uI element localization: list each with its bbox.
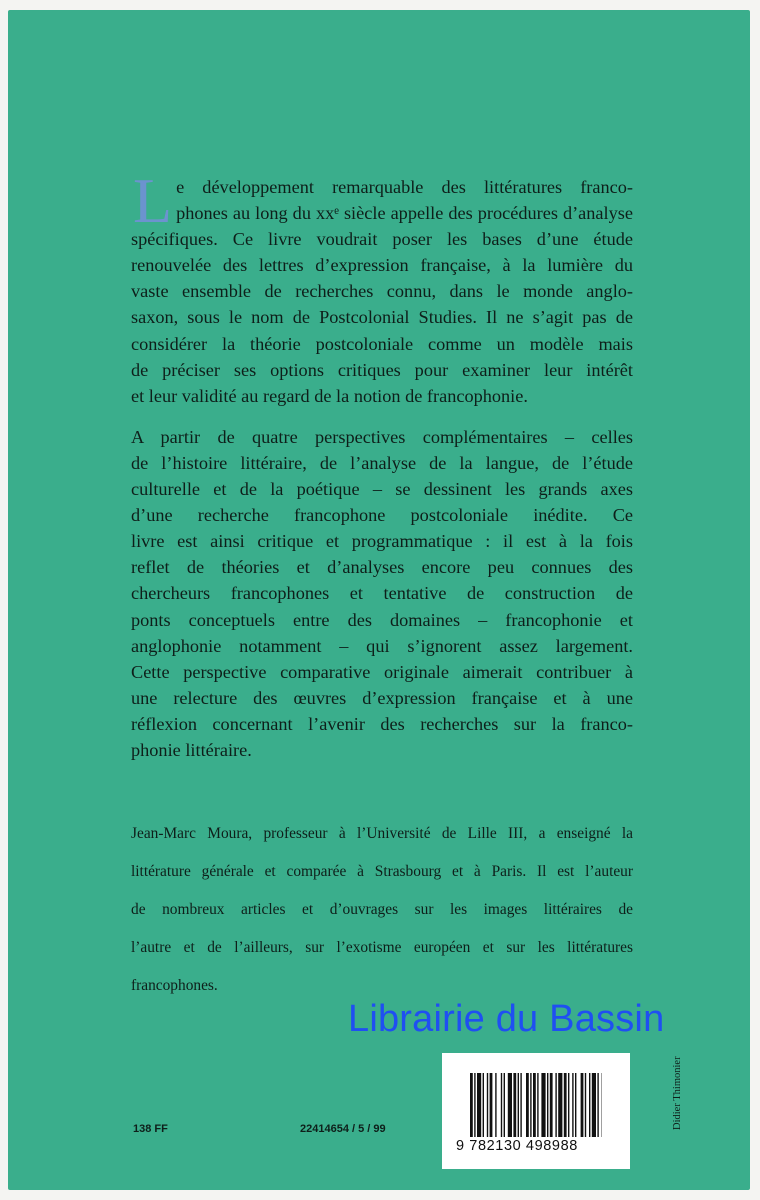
barcode-bar xyxy=(568,1073,569,1137)
barcode-bar xyxy=(572,1073,573,1137)
reference-number: 22414654 / 5 / 99 xyxy=(300,1123,386,1135)
watermark-text: Librairie du Bassin xyxy=(348,998,665,1040)
barcode-bar xyxy=(477,1073,481,1137)
barcode-bar xyxy=(550,1073,553,1137)
author-bio-line: littérature générale et comparée à Strasbourg et à Paris. Il est l’auteur xyxy=(131,863,633,881)
barcode-bar xyxy=(487,1073,488,1137)
blurb-line: phonie littéraire. xyxy=(131,739,252,760)
publisher-name: Didier Thimonier xyxy=(672,1056,683,1130)
barcode-bar xyxy=(581,1073,584,1137)
blurb-line: chercheurs francophones et tentative de construction de xyxy=(131,583,633,604)
author-bio-line: francophones. xyxy=(131,976,218,994)
blurb-line: ponts conceptuels entre des domaines – francophonie et xyxy=(131,609,633,630)
barcode-bar xyxy=(537,1073,538,1137)
barcode-bar xyxy=(555,1073,556,1137)
barcode-bar xyxy=(526,1073,529,1137)
blurb-line: de l’histoire littéraire, de l’analyse de la langue, de l’étude xyxy=(131,452,633,473)
blurb-line: e développement remarquable des littératures franco- xyxy=(176,177,633,197)
blurb-paragraph-2 xyxy=(131,424,633,763)
blurb-line: et leur validité au regard de la notion de francophonie. xyxy=(131,385,528,406)
barcode-bar xyxy=(589,1073,590,1137)
barcode-bar xyxy=(470,1073,473,1137)
barcode-bar xyxy=(490,1073,493,1137)
barcode-bar xyxy=(541,1073,545,1137)
blurb-line: d’une recherche francophone postcoloniale inédite. Ce xyxy=(131,505,633,526)
blurb-line: livre est ainsi critique et programmatique : il est à la fois xyxy=(131,531,633,552)
blurb-line: spécifiques. Ce livre voudrait poser les bases d’une étude xyxy=(131,229,633,250)
blurb-line: reflet de théories et d’analyses encore peu connues des xyxy=(131,557,633,578)
blurb-line: anglophonie notamment – qui s’ignorent assez largement. xyxy=(131,635,633,656)
price-label: 138 FF xyxy=(133,1123,168,1135)
author-bio-line: de nombreux articles et d’ouvrages sur les images littéraires de xyxy=(131,900,633,918)
barcode-bar xyxy=(558,1073,562,1137)
blurb-line: considérer la théorie postcoloniale comme un modèle mais xyxy=(131,333,633,354)
barcode-bar xyxy=(513,1073,516,1137)
barcode-bar xyxy=(585,1073,586,1137)
blurb-line: de préciser ses options critiques pour examiner leur intérêt xyxy=(131,359,633,380)
author-bio xyxy=(131,808,633,1012)
barcode-bar xyxy=(504,1073,505,1137)
barcode-bar xyxy=(501,1073,502,1137)
blurb-line: A partir de quatre perspectives complémentaires – celles xyxy=(131,426,633,447)
barcode-bar xyxy=(533,1073,536,1137)
barcode-bars xyxy=(470,1073,602,1137)
blurb-line: Cette perspective comparative originale aimerait contribuer à xyxy=(131,661,633,682)
barcode-bar xyxy=(592,1073,596,1137)
blurb-line: culturelle et de la poétique – se dessinent les grands axes xyxy=(131,479,633,500)
drop-cap: L xyxy=(133,165,173,236)
blurb-paragraph-1 xyxy=(131,165,633,409)
blurb xyxy=(131,165,633,778)
barcode-bar xyxy=(495,1073,496,1137)
barcode-digits: 9 782130 498988 xyxy=(456,1138,578,1154)
blurb-line: réflexion concernant l’avenir des recherches sur la franco- xyxy=(131,713,633,734)
author-bio-line: Jean-Marc Moura, professeur à l’Université de Lille III, a enseigné la xyxy=(131,825,633,843)
blurb-line: phones au long du xxᵉ siècle appelle des procédures d’analyse xyxy=(176,203,633,224)
barcode-bar xyxy=(520,1073,521,1137)
barcode-bar xyxy=(483,1073,484,1137)
blurb-line: vaste ensemble de recherches connu, dans le monde anglo- xyxy=(131,281,633,302)
barcode-bar xyxy=(474,1073,475,1137)
blurb-line: une relecture des œuvres d’expression française et à une xyxy=(131,687,633,708)
barcode-bar xyxy=(518,1073,519,1137)
author-bio-line: l’autre et de l’ailleurs, sur l’exotisme européen et sur les littératures xyxy=(131,938,633,956)
barcode-bar xyxy=(575,1073,576,1137)
blurb-line: renouvelée des lettres d’expression française, à la lumière du xyxy=(131,255,633,276)
barcode-bar xyxy=(597,1073,598,1137)
barcode-bar xyxy=(530,1073,531,1137)
barcode-bar xyxy=(508,1073,512,1137)
barcode-bar xyxy=(547,1073,548,1137)
barcode xyxy=(442,1053,630,1169)
blurb-line: saxon, sous le nom de Postcolonial Studies. Il ne s’agit pas de xyxy=(131,307,633,328)
barcode-bar xyxy=(564,1073,567,1137)
